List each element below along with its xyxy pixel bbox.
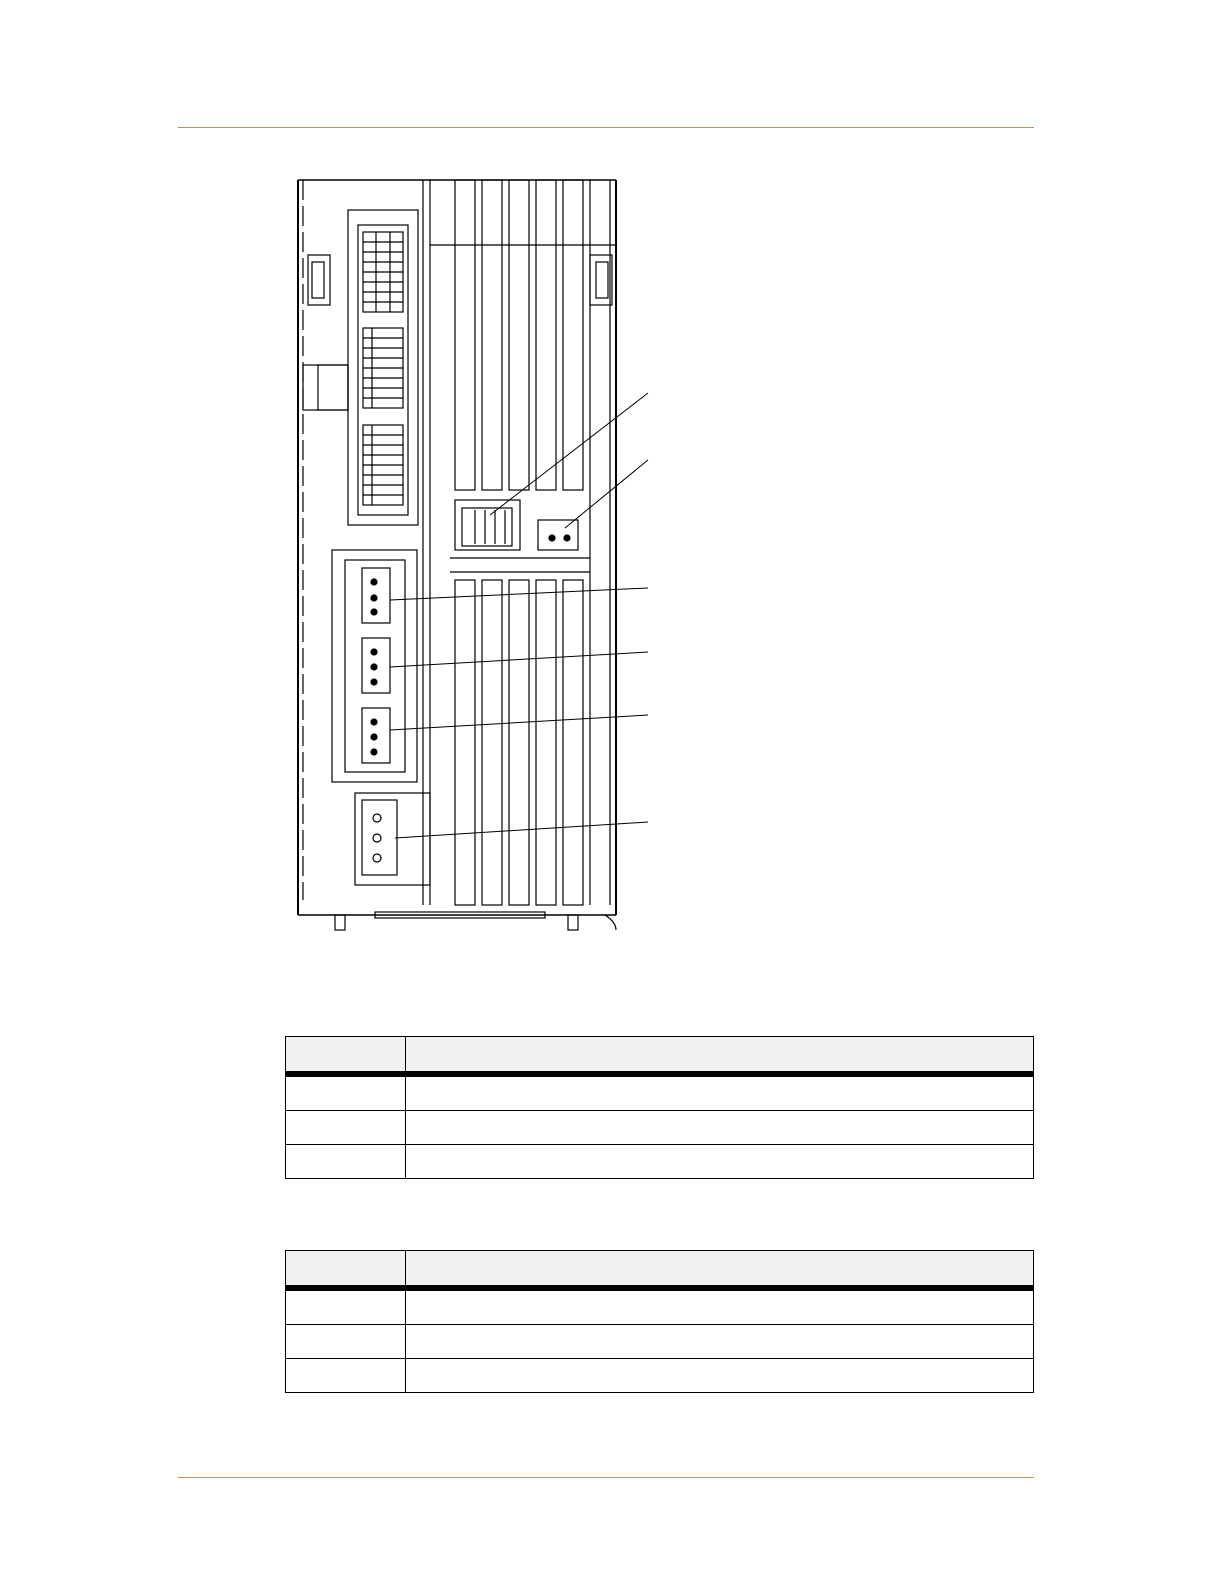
- table-header-cell: [286, 1251, 406, 1289]
- housing-outline: [298, 180, 616, 915]
- table-cell: [406, 1074, 1034, 1111]
- table-row: [286, 1111, 1034, 1145]
- parts-table-1: [285, 1036, 1034, 1179]
- table-cell: [286, 1288, 406, 1325]
- table-cell: [286, 1325, 406, 1359]
- table-header-cell: [406, 1037, 1034, 1075]
- table-header-row: [286, 1251, 1034, 1289]
- device-front-view-drawing: [285, 170, 665, 940]
- table-cell: [286, 1074, 406, 1111]
- table-row: [286, 1359, 1034, 1393]
- table-row: [286, 1074, 1034, 1111]
- table-row: [286, 1325, 1034, 1359]
- header-rule: [178, 127, 1034, 128]
- footer-rule: [178, 1477, 1034, 1478]
- heat-sink-lower: [455, 580, 583, 905]
- table-row: [286, 1145, 1034, 1179]
- table-header-cell: [406, 1251, 1034, 1289]
- table-cell: [406, 1145, 1034, 1179]
- din-latch: [303, 365, 348, 410]
- table-cell: [406, 1325, 1034, 1359]
- rj45-port: [455, 500, 520, 550]
- heat-sink-upper: [455, 180, 583, 490]
- small-two-pin-connector: [538, 520, 578, 550]
- table-cell: [286, 1359, 406, 1393]
- table-header-cell: [286, 1037, 406, 1075]
- table-row: [286, 1288, 1034, 1325]
- callout-leaders: [390, 393, 648, 838]
- table-cell: [406, 1359, 1034, 1393]
- power-connector: [355, 793, 430, 885]
- table-cell: [286, 1145, 406, 1179]
- upper-connector-block: [348, 210, 418, 525]
- side-clips: [308, 255, 612, 305]
- table-cell: [406, 1288, 1034, 1325]
- table-header-row: [286, 1037, 1034, 1075]
- table-cell: [286, 1111, 406, 1145]
- table-cell: [406, 1111, 1034, 1145]
- parts-table-2: [285, 1250, 1034, 1393]
